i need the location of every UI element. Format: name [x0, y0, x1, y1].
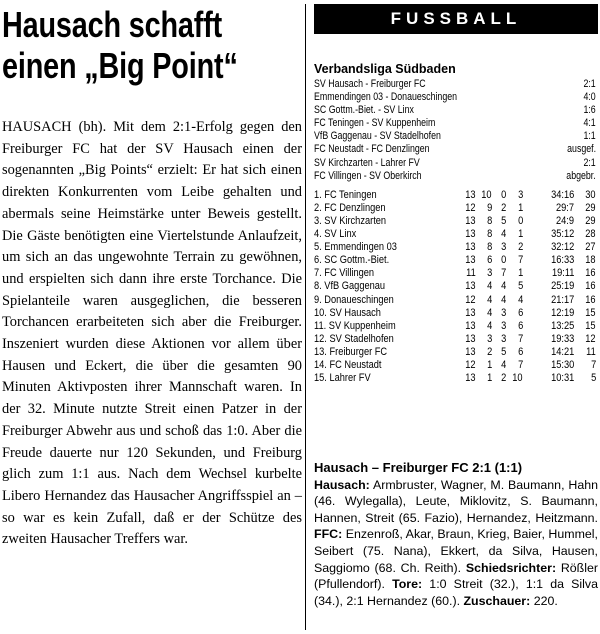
table-row: [314, 241, 598, 254]
table-wins: 8: [486, 228, 492, 241]
table-losses: 6: [517, 306, 523, 319]
table-row: [314, 254, 598, 267]
table-played: 13: [465, 254, 476, 267]
table-points: 11: [586, 345, 596, 358]
table-team: 5. Emmendingen 03: [314, 241, 397, 254]
section-banner: FUSSBALL: [314, 4, 598, 34]
referee: Rößler (Pfullendorf).: [314, 560, 599, 592]
table-team: 12. SV Stadelhofen: [314, 332, 394, 345]
spectators: 220.: [530, 593, 558, 608]
table-row: [314, 228, 598, 241]
table-goals: 32:12: [550, 241, 574, 254]
result-score: 4:1: [583, 117, 596, 130]
table-row: [314, 267, 598, 280]
table-team: 9. Donaueschingen: [314, 293, 394, 306]
table-wins: 1: [486, 358, 492, 371]
league-title: Verbandsliga Südbaden: [314, 62, 456, 76]
article: [2, 4, 302, 548]
result-row: [314, 78, 598, 91]
table-draws: 4: [500, 358, 506, 371]
table-points: 29: [585, 201, 596, 214]
ffc-lineup: Enzenroß, Akar, Braun, Krieg, Baier, Hummel, Seibert (75. Nana), Ekkert, da Silva, Hausen, Saggiomo (68. Ch. Reith).: [314, 527, 598, 575]
referee-label: Schiedsrichter:: [461, 560, 557, 575]
result-match: FC Neustadt - FC Denzlingen: [314, 143, 430, 156]
table-team: 13. Freiburger FC: [314, 345, 388, 358]
table-draws: 3: [500, 332, 506, 345]
table-played: 13: [465, 372, 476, 385]
table-row: [314, 215, 598, 228]
table-wins: 2: [486, 345, 492, 358]
table-draws: 0: [500, 188, 506, 201]
table-row: [314, 320, 598, 333]
table-row: [314, 280, 598, 293]
table-draws: 2: [500, 372, 506, 385]
table-draws: 4: [500, 293, 506, 306]
table-losses: 7: [517, 358, 523, 371]
table-goals: 25:19: [550, 280, 574, 293]
table-team: 10. SV Hausach: [314, 306, 381, 319]
table-wins: 6: [486, 254, 492, 267]
table-team: 7. FC Villingen: [314, 267, 375, 280]
table-points: 16: [585, 293, 596, 306]
table-played: 12: [465, 293, 476, 306]
headline-line-2: einen „Big Point“: [2, 45, 238, 86]
table-team: 1. FC Teningen: [314, 188, 377, 201]
table-goals: 21:17: [550, 293, 574, 306]
result-match: VfB Gaggenau - SV Stadelhofen: [314, 130, 441, 143]
result-match: SC Gottm.-Biet. - SV Linx: [314, 104, 414, 117]
table-points: 7: [590, 358, 596, 371]
table-points: 29: [585, 214, 596, 227]
table-wins: 8: [486, 241, 492, 254]
table-points: 5: [590, 372, 596, 385]
table-team: 8. VfB Gaggenau: [314, 280, 386, 293]
headline-line-1: Hausach schafft: [2, 4, 223, 45]
table-points: 27: [585, 241, 596, 254]
spectators-label: Zuschauer:: [460, 593, 531, 608]
table-played: 13: [465, 214, 476, 227]
table-draws: 0: [500, 254, 506, 267]
result-row: [314, 130, 598, 143]
table-wins: 4: [486, 293, 492, 306]
table-points: 18: [585, 254, 596, 267]
table-draws: 3: [500, 306, 506, 319]
match-title: Hausach – Freiburger FC 2:1 (1:1): [314, 460, 523, 475]
table-losses: 7: [517, 332, 523, 345]
table-points: 28: [585, 228, 596, 241]
table-draws: 2: [500, 201, 506, 214]
goals: 1:0 Streit (32.), 1:1 da Silva (34.), 2:1 Hernandez (60.).: [314, 577, 598, 608]
table-losses: 5: [517, 280, 523, 293]
table-goals: 19:11: [551, 267, 574, 280]
result-score: 1:6: [583, 104, 596, 117]
table-row: [314, 372, 598, 385]
result-score: 1:1: [583, 130, 596, 143]
table-team: 4. SV Linx: [314, 228, 357, 241]
table-played: 13: [465, 332, 476, 345]
table-played: 13: [465, 345, 476, 358]
table-goals: 34:16: [550, 188, 574, 201]
column-divider: [305, 4, 306, 630]
table-team: 14. FC Neustadt: [314, 358, 382, 371]
table-goals: 16:33: [550, 254, 574, 267]
table-draws: 3: [500, 319, 506, 332]
table-goals: 15:30: [550, 358, 574, 371]
table-row: [314, 307, 598, 320]
table-team: 2. FC Denzlingen: [314, 201, 386, 214]
table-wins: 8: [486, 214, 492, 227]
table-played: 13: [465, 188, 476, 201]
table-draws: 3: [500, 241, 506, 254]
table-played: 11: [466, 267, 476, 280]
table-losses: 3: [517, 188, 523, 201]
table-draws: 5: [500, 345, 506, 358]
result-row: [314, 91, 598, 104]
table-goals: 13:25: [550, 319, 574, 332]
table-losses: 1: [517, 201, 523, 214]
result-match: SV Hausach - Freiburger FC: [314, 78, 426, 90]
table-wins: 1: [486, 372, 492, 385]
table-team: 3. SV Kirchzarten: [314, 214, 387, 227]
match-report: [314, 460, 598, 609]
table-wins: 4: [486, 280, 492, 293]
result-match: SV Kirchzarten - Lahrer FV: [314, 156, 420, 169]
results-list: [314, 78, 598, 183]
result-score: abgebr.: [566, 169, 596, 182]
hausach-lineup: Armbruster, Wagner, M. Baumann, Hahn (46. Wylegalla), Leute, Miklovitz, S. Baumann, Hannen, Streit (65. Fazio), Hernandez, Heitzmann.: [314, 477, 598, 525]
table-draws: 5: [500, 214, 506, 227]
table-losses: 6: [517, 345, 523, 358]
result-row: [314, 170, 598, 183]
hausach-label: Hausach:: [314, 477, 370, 492]
result-match: FC Villingen - SV Oberkirch: [314, 169, 422, 182]
table-played: 12: [465, 201, 476, 214]
table-row: [314, 294, 598, 307]
table-losses: 7: [517, 254, 523, 267]
table-draws: 4: [500, 280, 506, 293]
table-draws: 4: [500, 228, 506, 241]
table-goals: 12:19: [550, 306, 574, 319]
table-losses: 2: [517, 241, 523, 254]
table-losses: 10: [512, 372, 523, 385]
table-points: 30: [585, 188, 596, 201]
table-played: 13: [465, 228, 476, 241]
table-row: [314, 333, 598, 346]
goals-label: Tore:: [392, 577, 423, 592]
table-wins: 3: [486, 332, 492, 345]
table-losses: 4: [517, 293, 523, 306]
table-wins: 10: [481, 188, 492, 201]
article-headline: [2, 4, 242, 86]
sports-sidebar: [314, 4, 598, 385]
table-losses: 0: [517, 214, 523, 227]
table-draws: 7: [500, 267, 506, 280]
table-goals: 14:21: [550, 345, 574, 358]
result-score: ausgef.: [567, 143, 596, 156]
table-team: 6. SC Gottm.-Biet.: [314, 254, 390, 267]
article-body: HAUSACH (bh). Mit dem 2:1-Erfolg gegen den Freiburger FC hat der SV Hausach einen der sogenannten „Big Points“ erzielt: Er hat sich einen direkten Konkurrenten vom Leibe gehalten und abermals seine Heimstärke unter Beweis gestellt. Die Gäste benötigten eine Viertelstunde Anlaufzeit, um sich an das ungewohnte Terrain zu gewöhnen, und erspielten sich dann ihre erste Torchance. Die Spielanteile waren ausgeglichen, die besseren Torchancen erarbeiteten sich aber die Freiburger. Inszeniert wurden diese Aktionen vor allem über Hausen und Eckert, die über die gesamten 90 Minuten Aktivposten ihrer Mannschaft waren. In der 32. Minute nutzte Streit einen Patzer in der Freiburger Abwehr aus und schoß das 1:0. Aber die Freude dauerte nur 120 Sekunden, und Freiburg glich zum 1:1 aus. Nach dem Wechsel kurbelte Libero Hernandez das Hausacher Angriffsspiel an – so war es kein Zufall, daß er der Schütze des zweiten Hausacher Treffers war.: [2, 119, 302, 548]
table-wins: 3: [486, 267, 492, 280]
table-played: 13: [465, 319, 476, 332]
table-goals: 19:33: [550, 332, 574, 345]
table-team: 11. SV Kuppenheim: [314, 319, 396, 332]
table-goals: 35:12: [550, 228, 574, 241]
table-points: 12: [585, 332, 596, 345]
table-points: 15: [585, 306, 596, 319]
table-row: [314, 346, 598, 359]
table-played: 13: [465, 241, 476, 254]
table-points: 16: [585, 267, 596, 280]
table-row: [314, 189, 598, 202]
league-table: [314, 189, 598, 385]
table-goals: 10:31: [550, 372, 574, 385]
table-wins: 4: [486, 319, 492, 332]
table-played: 13: [465, 306, 476, 319]
result-row: [314, 117, 598, 130]
result-match: Emmendingen 03 - Donaueschingen: [314, 91, 458, 104]
table-played: 13: [465, 280, 476, 293]
table-losses: 1: [517, 228, 523, 241]
result-score: 2:1: [583, 78, 596, 90]
table-points: 16: [585, 280, 596, 293]
table-goals: 24:9: [555, 214, 574, 227]
table-losses: 6: [517, 319, 523, 332]
table-row: [314, 202, 598, 215]
table-team: 15. Lahrer FV: [314, 372, 371, 385]
table-played: 12: [465, 358, 476, 371]
table-row: [314, 359, 598, 372]
table-losses: 1: [517, 267, 523, 280]
result-score: 4:0: [583, 91, 596, 104]
result-match: FC Teningen - SV Kuppenheim: [314, 117, 436, 130]
table-goals: 29:7: [555, 201, 574, 214]
result-row: [314, 143, 598, 156]
table-wins: 9: [486, 201, 492, 214]
ffc-label: FFC:: [314, 527, 343, 542]
table-wins: 4: [486, 306, 492, 319]
result-score: 2:1: [583, 156, 596, 169]
result-row: [314, 157, 598, 170]
result-row: [314, 104, 598, 117]
table-points: 15: [585, 319, 596, 332]
